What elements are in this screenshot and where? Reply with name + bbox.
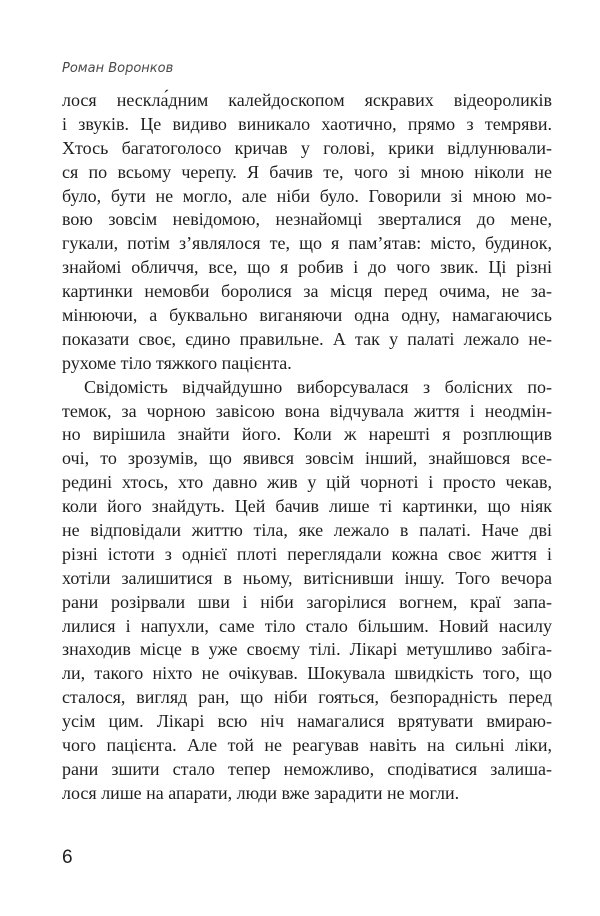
running-header: Роман Воронков — [62, 61, 174, 76]
text-line: і звуків. Це видиво виникало хаотично, прямо з темряви. — [62, 113, 552, 134]
text-line: різні істоти з однієї плоті переглядали кожна своє життя і — [62, 543, 552, 564]
text-line: було, бути не могло, але ніби було. Говорили зі мною мо- — [62, 185, 552, 206]
text-line: лося нескла́дним калейдоскопом яскравих відеороликів — [62, 90, 552, 110]
text-line: ся по всьому черепу. Я бачив те, чого зі мною ніколи не — [62, 161, 552, 182]
text-line: хотіли залишитися в ньому, витіснивши іншу. Того вечора — [62, 567, 552, 588]
text-line: Хтось багатоголосо кричав у голові, крики відлунювали- — [62, 137, 552, 158]
text-line: но вирішила знайти його. Коли ж нарешті я розплющив — [62, 424, 552, 445]
text-line: не відповідали життю тіла, яке лежало в палаті. Наче дві — [62, 520, 552, 541]
text-line: вою зовсім невідомою, незнайомці зверталися до мене, — [62, 209, 552, 230]
text-line: знайомі обличчя, все, що я робив і до чого звик. Ці різні — [62, 257, 552, 278]
text-line: картинки немовби боролися за місця перед очима, не за- — [62, 281, 552, 302]
text-line: редині хтось, хто давно жив у цій чорноті і просто чекав, — [62, 472, 552, 493]
page-number: 6 — [62, 847, 73, 868]
text-line: ли, такого ніхто не очікував. Шокувала швидкість того, що — [62, 663, 552, 684]
text-line: показати своє, єдино правильне. А так у палаті лежало не- — [62, 328, 552, 349]
text-line: коли його знайдуть. Цей бачив лише ті картинки, що ніяк — [62, 496, 552, 517]
text-line: рани зшити стало тепер неможливо, сподіватися залиша- — [62, 758, 552, 779]
text-line: знаходив місце в уже своєму тілі. Лікарі метушливо забіга- — [62, 639, 552, 660]
body-text — [62, 89, 552, 806]
text-line: чого пацієнта. Але той не реагував навіть на сильні ліки, — [62, 735, 552, 756]
text-line: рани розірвали шви і ніби загорілися вогнем, краї запа- — [62, 591, 552, 612]
paragraph-start-line: Свідомість відчайдушно виборсувалася з болісних по- — [84, 376, 552, 397]
text-line: темок, за чорною завісою вона відчувала життя і неодмін- — [62, 400, 552, 421]
text-line: сталося, вигляд ран, що ніби гояться, безпорадність перед — [62, 687, 552, 708]
paragraph-end-line: рухоме тіло тяжкого пацієнта. — [62, 352, 292, 373]
paragraph-end-line: лося лише на апарати, люди вже зарадити не могли. — [62, 782, 460, 803]
text-line: лилися і напухли, саме тіло стало більшим. Новий насилу — [62, 615, 552, 636]
text-line: очі, то зрозумів, що явився зовсім інший, знайшовся все- — [62, 448, 552, 469]
text-line: гукали, потім з’являлося те, що я пам’ятав: місто, будинок, — [62, 233, 552, 254]
text-line: мінюючи, а буквально виганяючи одна одну, намагаючись — [62, 305, 552, 326]
text-line: усім цим. Лікарі всю ніч намагалися врятувати вмираю- — [62, 711, 552, 732]
